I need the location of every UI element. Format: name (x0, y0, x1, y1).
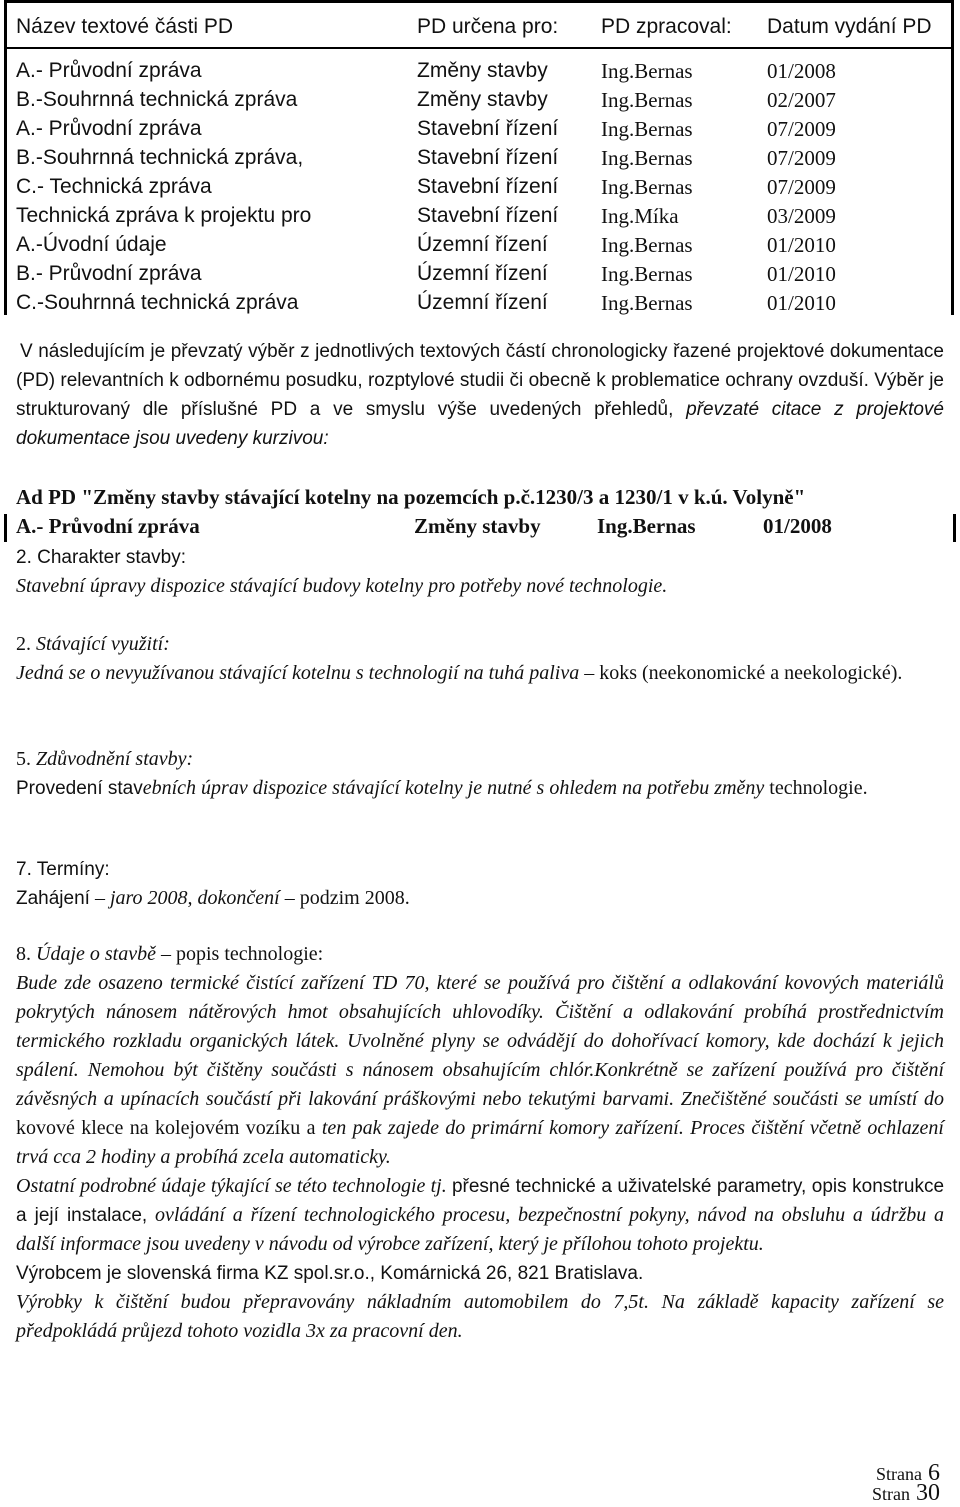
technology-paragraph-1b: kovové klece na kolejovém vozíku a (16, 1117, 316, 1139)
row-part-name: B.-Souhrnná technická zpráva, (16, 146, 304, 169)
row-intended-for: Územní řízení (417, 262, 548, 285)
schedule-label: 7. Termíny: (16, 859, 110, 880)
row-intended-for: Stavební řízení (417, 117, 559, 140)
current-use-text: koks (neekonomické a neekologické). (599, 662, 903, 684)
row-prepared-by: Ing.Bernas (601, 59, 693, 83)
header-prepared-by: PD zpracoval: (601, 15, 732, 38)
character-label: 2. Charakter stavby: (16, 547, 187, 568)
table-row (7, 233, 951, 262)
sub-prepared-by: Ing.Bernas (597, 514, 696, 538)
row-intended-for: Změny stavby (417, 88, 548, 111)
row-intended-for: Územní řízení (417, 291, 548, 314)
row-issue-date: 07/2009 (767, 175, 836, 199)
row-intended-for: Stavební řízení (417, 146, 559, 169)
table-row (7, 262, 951, 291)
section-current-use (16, 630, 944, 688)
schedule-italic: – jaro 2008, dokončení – (94, 887, 295, 909)
row-prepared-by: Ing.Bernas (601, 291, 693, 315)
sub-issue-date: 01/2008 (763, 514, 832, 538)
technology-label: Údaje o stavbě – (36, 943, 171, 965)
table-header-row (7, 3, 951, 49)
section-schedule (16, 855, 944, 913)
table-row (7, 146, 951, 175)
technology-paragraph-1c: ten pak zajede do primární komory zařízení. Proces čištění včetně ochlazení trvá cca 2 hodiny a probíhá zcela automaticky. (16, 1117, 944, 1168)
table-row (7, 175, 951, 204)
intro-text: V následujícím je převzatý výběr z jednotlivých textových částí chronologicky řazené projektové dokumentace (PD) relevantních k odbornému posudku, rozptylové studii či obecně k problematice ochrany ovzduší. Výběr je strukturovaný dle příslušné PD a ve smyslu výše uvedených přehledů, (16, 341, 944, 420)
justification-text: technologie. (769, 777, 868, 799)
technology-paragraph-2a: Ostatní podrobné údaje týkající se této technologie tj. (16, 1175, 447, 1197)
technology-paragraph-2c: ovládání a řízení technologického procesu, bezpečnostní pokyny, návod na obsluhu a údržbu a další informace jsou uvedeny v návodu od výrobce zařízení, který je přílohou tohoto projektu. (16, 1204, 945, 1255)
section-sub-row (0, 514, 960, 544)
row-issue-date: 07/2009 (767, 146, 836, 170)
sub-part-name: A.- Průvodní zpráva (16, 514, 200, 538)
table-row (7, 88, 951, 117)
total-label: Stran (872, 1484, 910, 1504)
table-row (7, 59, 951, 88)
row-issue-date: 01/2010 (767, 291, 836, 315)
row-part-name: B.-Souhrnná technická zpráva (16, 88, 298, 111)
table-row (7, 117, 951, 146)
technology-label-rest: popis technologie: (175, 943, 324, 965)
row-issue-date: 07/2009 (767, 117, 836, 141)
technology-paragraph-4: Výrobky k čištění budou přepravovány nákladním automobilem do 7,5t. Na základě kapacity zařízení se předpokládá průjezd tohoto vozidla 3x za pracovní den. (16, 1291, 944, 1342)
technology-paragraph-3: Výrobcem je slovenská firma KZ spol.sr.o., Komárnická 26, 821 Bratislava. (16, 1263, 644, 1284)
justification-num: 5. (16, 748, 31, 770)
row-prepared-by: Ing.Bernas (601, 146, 693, 170)
intro-italic-text: převzaté citace z projektové dokumentace jsou uvedeny kurzivou: (16, 399, 944, 449)
row-prepared-by: Ing.Bernas (601, 262, 693, 286)
technology-paragraph-2b: přesné technické a uživatelské parametry, opis konstrukce a její instalace, (16, 1176, 945, 1226)
justification-label: Zdůvodnění stavby: (36, 748, 194, 770)
justification-italic: ebních úprav dispozice stávající kotelny je nutné s ohledem na potřebu změny (142, 777, 765, 799)
pd-overview-table (4, 0, 954, 315)
header-intended-for: PD určena pro: (417, 15, 559, 38)
justification-lead: Provedení stav (16, 778, 143, 799)
row-issue-date: 02/2007 (767, 88, 836, 112)
table-row (7, 291, 951, 320)
row-part-name: A.- Průvodní zpráva (16, 117, 202, 140)
row-intended-for: Změny stavby (417, 59, 548, 82)
total-value: 30 (916, 1480, 940, 1506)
row-part-name: A.- Průvodní zpráva (16, 59, 202, 82)
technology-num: 8. (16, 943, 31, 965)
row-issue-date: 01/2008 (767, 59, 836, 83)
row-intended-for: Stavební řízení (417, 204, 559, 227)
schedule-end: podzim 2008. (299, 887, 410, 909)
row-prepared-by: Ing.Bernas (601, 175, 693, 199)
sub-intended-for: Změny stavby (414, 514, 541, 538)
current-use-italic: Jedná se o nevyužívanou stávající kotelnu s technologií na tuhá paliva – (16, 662, 595, 684)
character-text: Stavební úpravy dispozice stávající budovy kotelny pro potřeby nové technologie. (16, 575, 668, 597)
row-issue-date: 01/2010 (767, 262, 836, 286)
current-use-label: Stávající využití: (36, 633, 170, 655)
table-row (7, 204, 951, 233)
header-part-name: Název textové části PD (16, 15, 234, 38)
row-part-name: C.- Technická zpráva (16, 175, 212, 198)
page-label: Strana (876, 1464, 922, 1484)
technology-paragraph-1: Bude zde osazeno termické čistící zařízení TD 70, které se používá pro čištění a odlakování kovových materiálů pokrytých nánosem nátěrových hmot obsahujících uhlovodíky. Čištění a odlakování probíhá prostřednictvím termického rozkladu organických látek. Uvolněné plyny se odvádějí do dohořívací komory, kde dochází k jejich spálení. Nemohou být čištěny součásti s nánosem obsahujícím chlór.Konkrétně se zařízení používá pro čištění závěsných a upínacích součástí při lakování práškovými nebo tekutými barvami. Znečištěné součásti se umístí do (16, 972, 944, 1110)
row-issue-date: 03/2009 (767, 204, 836, 228)
row-prepared-by: Ing.Bernas (601, 233, 693, 257)
row-prepared-by: Ing.Bernas (601, 117, 693, 141)
current-use-num: 2. (16, 633, 31, 655)
header-issue-date: Datum vydání PD (767, 15, 932, 38)
row-part-name: C.-Souhrnná technická zpráva (16, 291, 299, 314)
section-technology (16, 940, 944, 1346)
row-intended-for: Stavební řízení (417, 175, 559, 198)
row-part-name: B.- Průvodní zpráva (16, 262, 202, 285)
row-part-name: A.-Úvodní údaje (16, 233, 167, 256)
row-intended-for: Územní řízení (417, 233, 548, 256)
row-prepared-by: Ing.Bernas (601, 88, 693, 112)
section-justification (16, 745, 944, 803)
row-part-name: Technická zpráva k projektu pro (16, 204, 312, 227)
row-prepared-by: Ing.Míka (601, 204, 679, 228)
section-title: Ad PD "Změny stavby stávající kotelny na pozemcích p.č.1230/3 a 1230/1 v k.ú. Volyně" (16, 485, 806, 509)
page-value: 6 (928, 1460, 940, 1486)
intro-paragraph (16, 337, 944, 453)
schedule-start: Zahájení (16, 888, 90, 909)
section-character (16, 543, 944, 601)
row-issue-date: 01/2010 (767, 233, 836, 257)
